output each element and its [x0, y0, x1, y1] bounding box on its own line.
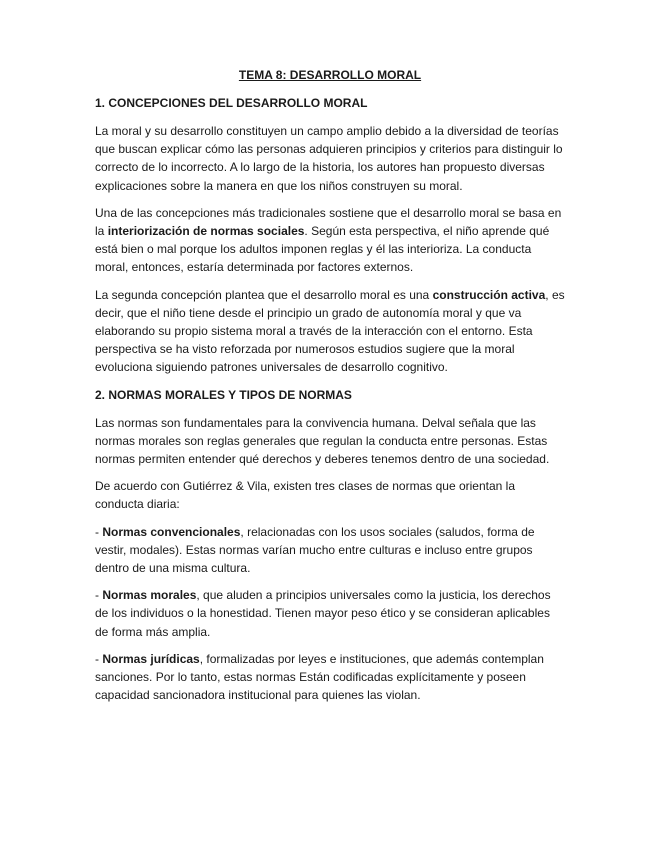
list-dash: -	[95, 651, 103, 666]
section-2-heading: 2. NORMAS MORALES Y TIPOS DE NORMAS	[95, 387, 352, 402]
paragraph-text: Una de las concepciones más tradicionales sostiene que el desarrollo moral se basa en la	[95, 205, 562, 239]
norm-description: , que aluden a principios universales como la justicia, los derechos de los individuos o la honestidad. Tienen mayor peso ético y se consideran aplicables de forma más amplia.	[95, 588, 551, 639]
document-title: TEMA 8: DESARROLLO MORAL	[238, 68, 422, 82]
norm-list-item	[95, 650, 565, 705]
list-dash: -	[95, 588, 103, 603]
section-2-paragraph-2: De acuerdo con Gutiérrez & Vila, existen tres clases de normas que orientan la conducta diaria:	[95, 479, 515, 512]
section-1-paragraph-1: La moral y su desarrollo constituyen un campo amplio debido a la diversidad de teorías que buscan explicar cómo las personas adquieren principios y criterios para distinguir lo correcto de lo incorrecto. A lo largo de la historia, los autores han propuesto diversas explicaciones sobre la manera en que los niños construyen su moral.	[95, 124, 563, 193]
norm-list-item	[95, 586, 565, 641]
section-1-paragraph-2	[95, 204, 565, 277]
paragraph-text: , es decir, que el niño tiene desde el principio un grado de autonomía moral y que va elaborando su propio sistema moral a través de la interacción con el entorno. Esta perspectiva se ha visto reforzada por numerosos estudios sugiere que la moral evoluciona siguiendo patrones universales de desarrollo cognitivo.	[95, 287, 565, 375]
section-2-paragraph-1: Las normas son fundamentales para la convivencia humana. Delval señala que las normas morales son reglas generales que regulan la conducta entre personas. Estas normas permiten entender qué derechos y deberes tenemos dentro de una sociedad.	[95, 415, 550, 467]
document-page	[95, 66, 565, 713]
norm-term: Normas convencionales	[102, 524, 241, 539]
norm-term: Normas morales	[102, 588, 197, 603]
norm-term: Normas jurídicas	[102, 651, 200, 666]
bold-term: construcción activa	[432, 287, 546, 302]
section-1-paragraph-3	[95, 286, 565, 377]
list-dash: -	[95, 524, 103, 539]
norm-description: , formalizadas por leyes e instituciones, que además contemplan sanciones. Por lo tanto, estas normas Están codificadas explícitamente y poseen capacidad sancionadora institucional para quienes las violan.	[95, 651, 544, 703]
section-1-heading: 1. CONCEPCIONES DEL DESARROLLO MORAL	[95, 96, 368, 110]
norm-description: , relacionadas con los usos sociales (saludos, forma de vestir, modales). Estas normas varían mucho entre culturas e incluso entre grupos dentro de una misma cultura.	[95, 524, 535, 576]
bold-term: interiorización de normas sociales	[107, 224, 305, 239]
norm-list-item	[95, 523, 565, 578]
paragraph-text: . Según esta perspectiva, el niño aprende qué está bien o mal porque los adultos imponen reglas y él las interioriza. La conducta moral, entonces, estaría determinada por factores externos.	[95, 224, 550, 275]
paragraph-text: La segunda concepción plantea que el desarrollo moral es una	[95, 287, 433, 302]
